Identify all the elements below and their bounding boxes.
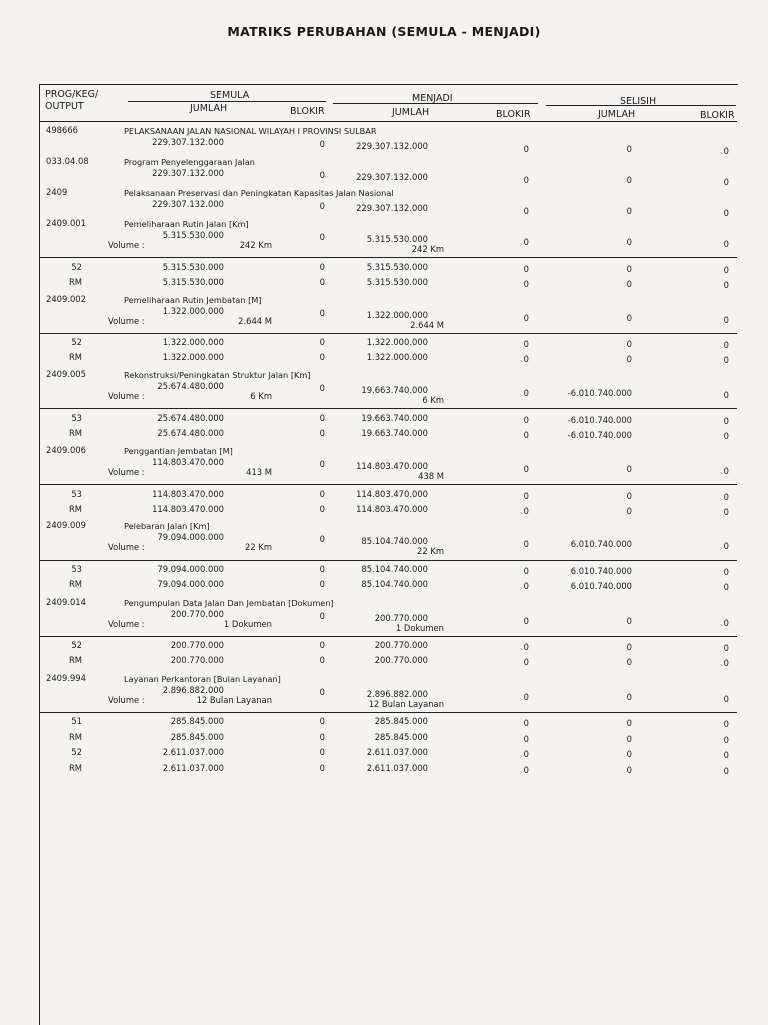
selisih-blokir: 0 xyxy=(723,239,729,249)
semula-jumlah: 200.770.000 xyxy=(170,655,224,665)
selisih-blokir: 0 xyxy=(723,766,729,776)
volume-semula: 413 M xyxy=(246,467,272,477)
menjadi-jumlah: 5.315.530.000 xyxy=(366,234,428,244)
selisih-blokir: 0 xyxy=(723,177,729,187)
menjadi-blokir: 0 xyxy=(523,642,529,652)
selisih-blokir: 0 xyxy=(723,146,729,156)
semula-blokir: 0 xyxy=(319,687,325,697)
selisih-blokir: 0 xyxy=(723,355,729,365)
menjadi-jumlah: 85.104.740.000 xyxy=(361,536,428,546)
row-account: 52 xyxy=(71,747,82,757)
selisih-blokir: 0 xyxy=(723,265,729,275)
menjadi-blokir: 0 xyxy=(523,539,529,549)
semula-jumlah: 5.315.530.000 xyxy=(162,277,224,287)
semula-jumlah: 2.611.037.000 xyxy=(162,763,224,773)
menjadi-blokir: 0 xyxy=(523,718,529,728)
semula-blokir: 0 xyxy=(319,352,325,362)
row-account: RM xyxy=(68,277,82,287)
volume-menjadi: 6 Km xyxy=(422,395,444,405)
semula-jumlah: 25.674.480.000 xyxy=(157,428,224,438)
selisih-jumlah: 0 xyxy=(626,339,632,349)
selisih-blokir: 0 xyxy=(723,492,729,502)
menjadi-blokir: 0 xyxy=(523,279,529,289)
selisih-blokir: 0 xyxy=(723,280,729,290)
volume-semula: 242 Km xyxy=(239,240,272,250)
menjadi-blokir: 0 xyxy=(523,175,529,185)
selisih-blokir: 0 xyxy=(723,541,729,551)
selisih-jumlah: -6.010.740.000 xyxy=(567,430,632,440)
selisih-jumlah: 0 xyxy=(626,354,632,364)
row-code: 033.04.08 xyxy=(46,156,89,166)
semula-blokir: 0 xyxy=(319,747,325,757)
selisih-jumlah: 0 xyxy=(626,718,632,728)
row-account: 52 xyxy=(71,337,82,347)
row-description: Rekonstruksi/Peningkatan Struktur Jalan [Km] xyxy=(124,370,311,380)
selisih-jumlah: 0 xyxy=(626,264,632,274)
row-account: RM xyxy=(68,352,82,362)
selisih-jumlah: 6.010.740.000 xyxy=(570,539,632,549)
selisih-jumlah: 0 xyxy=(626,642,632,652)
row-description: Pelaksanaan Preservasi dan Peningkatan Kapasitas Jalan Nasional xyxy=(124,188,394,198)
semula-blokir: 0 xyxy=(319,383,325,393)
semula-blokir: 0 xyxy=(319,308,325,318)
semula-blokir: 0 xyxy=(319,413,325,423)
volume-label: Volume : xyxy=(108,316,145,326)
menjadi-blokir: 0 xyxy=(523,388,529,398)
row-code: 2409.006 xyxy=(46,445,86,455)
volume-menjadi: 1 Dokumen xyxy=(395,623,444,633)
row-account: 52 xyxy=(71,640,82,650)
row-separator xyxy=(39,408,737,409)
selisih-jumlah: -6.010.740.000 xyxy=(567,388,632,398)
menjadi-jumlah: 229.307.132.000 xyxy=(356,172,428,182)
selisih-jumlah: 0 xyxy=(626,491,632,501)
semula-jumlah: 1.322.000.000 xyxy=(162,306,224,316)
semula-blokir: 0 xyxy=(319,139,325,149)
selisih-blokir: 0 xyxy=(723,750,729,760)
menjadi-blokir: 0 xyxy=(523,581,529,591)
semula-jumlah: 1.322.000.000 xyxy=(162,352,224,362)
menjadi-blokir: 0 xyxy=(523,566,529,576)
semula-blokir: 0 xyxy=(319,579,325,589)
volume-semula: 22 Km xyxy=(245,542,272,552)
menjadi-blokir: 0 xyxy=(523,464,529,474)
header-menjadi-jumlah: JUMLAH xyxy=(392,107,430,118)
semula-blokir: 0 xyxy=(319,170,325,180)
row-separator xyxy=(39,560,737,561)
header-semula-rule xyxy=(128,101,326,102)
menjadi-jumlah: 19.663.740.000 xyxy=(361,428,428,438)
selisih-blokir: 0 xyxy=(723,694,729,704)
selisih-jumlah: 0 xyxy=(626,144,632,154)
semula-jumlah: 5.315.530.000 xyxy=(162,230,224,240)
selisih-blokir: 0 xyxy=(723,208,729,218)
header-selisih: SELISIH xyxy=(620,96,657,107)
semula-jumlah: 285.845.000 xyxy=(170,716,224,726)
semula-jumlah: 79.094.000.000 xyxy=(157,579,224,589)
row-account: RM xyxy=(68,504,82,514)
volume-label: Volume : xyxy=(108,467,145,477)
page-title: MATRIKS PERUBAHAN (SEMULA - MENJADI) xyxy=(227,24,541,39)
selisih-blokir: 0 xyxy=(723,582,729,592)
selisih-blokir: 0 xyxy=(723,719,729,729)
header-menjadi-blokir: BLOKIR xyxy=(496,109,531,120)
semula-blokir: 0 xyxy=(319,732,325,742)
semula-blokir: 0 xyxy=(319,564,325,574)
row-code: 2409.014 xyxy=(46,597,86,607)
menjadi-jumlah: 114.803.470.000 xyxy=(356,461,428,471)
menjadi-blokir: 0 xyxy=(523,506,529,516)
row-description: Layanan Perkantoran [Bulan Layanan] xyxy=(124,674,281,684)
semula-jumlah: 25.674.480.000 xyxy=(157,413,224,423)
row-account: 53 xyxy=(71,413,82,423)
row-description: Program Penyelenggaraan Jalan xyxy=(124,157,255,167)
row-account: RM xyxy=(68,763,82,773)
semula-blokir: 0 xyxy=(319,504,325,514)
volume-menjadi: 12 Bulan Layanan xyxy=(368,699,444,709)
row-description: PELAKSANAAN JALAN NASIONAL WILAYAH I PROVINSI SULBAR xyxy=(124,126,377,136)
semula-blokir: 0 xyxy=(319,428,325,438)
menjadi-jumlah: 285.845.000 xyxy=(374,732,428,742)
header-selisih-blokir: BLOKIR xyxy=(700,110,735,121)
selisih-jumlah: 0 xyxy=(626,206,632,216)
menjadi-blokir: 0 xyxy=(523,144,529,154)
selisih-jumlah: 0 xyxy=(626,464,632,474)
semula-blokir: 0 xyxy=(319,655,325,665)
menjadi-jumlah: 5.315.530.000 xyxy=(366,277,428,287)
volume-menjadi: 438 M xyxy=(418,471,444,481)
menjadi-jumlah: 1.322.000.000 xyxy=(366,352,428,362)
semula-jumlah: 285.845.000 xyxy=(170,732,224,742)
menjadi-jumlah: 85.104.740.000 xyxy=(361,564,428,574)
row-description: Penggantian Jembatan [M] xyxy=(124,446,233,456)
selisih-jumlah: 0 xyxy=(626,506,632,516)
selisih-blokir: 0 xyxy=(723,390,729,400)
selisih-jumlah: 0 xyxy=(626,692,632,702)
menjadi-blokir: 0 xyxy=(523,692,529,702)
row-separator xyxy=(39,333,737,334)
row-account: 51 xyxy=(71,716,82,726)
menjadi-jumlah: 19.663.740.000 xyxy=(361,385,428,395)
semula-blokir: 0 xyxy=(319,640,325,650)
semula-blokir: 0 xyxy=(319,534,325,544)
semula-blokir: 0 xyxy=(319,489,325,499)
row-code: 2409.994 xyxy=(46,673,86,683)
semula-blokir: 0 xyxy=(319,232,325,242)
selisih-jumlah: 0 xyxy=(626,657,632,667)
selisih-blokir: 0 xyxy=(723,315,729,325)
menjadi-jumlah: 114.803.470.000 xyxy=(356,504,428,514)
semula-jumlah: 1.322.000.000 xyxy=(162,337,224,347)
selisih-blokir: 0 xyxy=(723,658,729,668)
selisih-jumlah: 0 xyxy=(626,749,632,759)
semula-jumlah: 114.803.470.000 xyxy=(152,489,224,499)
row-description: Pelebaran Jalan [Km] xyxy=(124,521,210,531)
row-code: 2409.002 xyxy=(46,294,86,304)
menjadi-jumlah: 285.845.000 xyxy=(374,716,428,726)
row-separator xyxy=(39,712,737,713)
header-semula-blokir: BLOKIR xyxy=(290,106,325,117)
menjadi-blokir: 0 xyxy=(523,354,529,364)
menjadi-jumlah: 229.307.132.000 xyxy=(356,141,428,151)
header-selisih-rule xyxy=(546,105,736,106)
selisih-jumlah: 6.010.740.000 xyxy=(570,566,632,576)
menjadi-blokir: 0 xyxy=(523,430,529,440)
semula-blokir: 0 xyxy=(319,262,325,272)
header-menjadi: MENJADI xyxy=(412,93,453,104)
volume-menjadi: 242 Km xyxy=(411,244,444,254)
semula-jumlah: 229.307.132.000 xyxy=(152,137,224,147)
semula-jumlah: 229.307.132.000 xyxy=(152,199,224,209)
row-separator xyxy=(39,484,737,485)
menjadi-blokir: 0 xyxy=(523,415,529,425)
menjadi-blokir: 0 xyxy=(523,765,529,775)
row-account: RM xyxy=(68,732,82,742)
volume-semula: 12 Bulan Layanan xyxy=(196,695,272,705)
menjadi-blokir: 0 xyxy=(523,491,529,501)
semula-jumlah: 79.094.000.000 xyxy=(157,564,224,574)
menjadi-jumlah: 229.307.132.000 xyxy=(356,203,428,213)
row-account: 53 xyxy=(71,489,82,499)
menjadi-blokir: 0 xyxy=(523,749,529,759)
selisih-jumlah: 0 xyxy=(626,175,632,185)
menjadi-blokir: 0 xyxy=(523,313,529,323)
semula-blokir: 0 xyxy=(319,763,325,773)
selisih-blokir: 0 xyxy=(723,643,729,653)
selisih-jumlah: 0 xyxy=(626,765,632,775)
header-prog-line1: PROG/KEG/ xyxy=(45,89,99,100)
row-separator xyxy=(39,257,737,258)
semula-jumlah: 2.611.037.000 xyxy=(162,747,224,757)
menjadi-jumlah: 2.896.882.000 xyxy=(366,689,428,699)
volume-label: Volume : xyxy=(108,619,145,629)
semula-jumlah: 114.803.470.000 xyxy=(152,457,224,467)
row-code: 498666 xyxy=(46,125,78,135)
row-code: 2409 xyxy=(46,187,68,197)
semula-jumlah: 114.803.470.000 xyxy=(152,504,224,514)
volume-label: Volume : xyxy=(108,542,145,552)
row-separator xyxy=(39,636,737,637)
menjadi-jumlah: 19.663.740.000 xyxy=(361,413,428,423)
selisih-blokir: 0 xyxy=(723,567,729,577)
selisih-blokir: 0 xyxy=(723,735,729,745)
row-account: 52 xyxy=(71,262,82,272)
selisih-blokir: 0 xyxy=(723,466,729,476)
row-code: 2409.001 xyxy=(46,218,86,228)
selisih-jumlah: 0 xyxy=(626,279,632,289)
menjadi-blokir: 0 xyxy=(523,616,529,626)
row-account: RM xyxy=(68,655,82,665)
menjadi-blokir: 0 xyxy=(523,264,529,274)
volume-semula: 6 Km xyxy=(250,391,272,401)
volume-semula: 2.644 M xyxy=(238,316,272,326)
row-account: RM xyxy=(68,428,82,438)
semula-jumlah: 79.094.000.000 xyxy=(157,532,224,542)
semula-blokir: 0 xyxy=(319,337,325,347)
selisih-jumlah: 0 xyxy=(626,313,632,323)
volume-label: Volume : xyxy=(108,391,145,401)
semula-blokir: 0 xyxy=(319,611,325,621)
semula-jumlah: 2.896.882.000 xyxy=(162,685,224,695)
semula-blokir: 0 xyxy=(319,459,325,469)
semula-jumlah: 229.307.132.000 xyxy=(152,168,224,178)
selisih-jumlah: 6.010.740.000 xyxy=(570,581,632,591)
menjadi-blokir: 0 xyxy=(523,339,529,349)
volume-menjadi: 22 Km xyxy=(417,546,444,556)
row-description: Pengumpulan Data Jalan Dan Jembatan [Dokumen] xyxy=(124,598,334,608)
row-description: Pemeliharaan Rutin Jembatan [M] xyxy=(124,295,262,305)
semula-blokir: 0 xyxy=(319,716,325,726)
semula-blokir: 0 xyxy=(319,277,325,287)
selisih-jumlah: 0 xyxy=(626,237,632,247)
semula-jumlah: 25.674.480.000 xyxy=(157,381,224,391)
selisih-jumlah: 0 xyxy=(626,734,632,744)
header-semula-jumlah: JUMLAH xyxy=(190,103,228,114)
menjadi-jumlah: 2.611.037.000 xyxy=(366,763,428,773)
row-code: 2409.005 xyxy=(46,369,86,379)
menjadi-blokir: 0 xyxy=(523,734,529,744)
semula-jumlah: 5.315.530.000 xyxy=(162,262,224,272)
menjadi-jumlah: 2.611.037.000 xyxy=(366,747,428,757)
menjadi-jumlah: 1.322.000.000 xyxy=(366,310,428,320)
row-account: 53 xyxy=(71,564,82,574)
selisih-blokir: 0 xyxy=(723,618,729,628)
volume-label: Volume : xyxy=(108,695,145,705)
menjadi-jumlah: 114.803.470.000 xyxy=(356,489,428,499)
header-semula: SEMULA xyxy=(210,90,250,101)
menjadi-jumlah: 200.770.000 xyxy=(374,655,428,665)
semula-jumlah: 200.770.000 xyxy=(170,609,224,619)
selisih-blokir: 0 xyxy=(723,340,729,350)
header-menjadi-rule xyxy=(333,103,538,104)
menjadi-blokir: 0 xyxy=(523,657,529,667)
menjadi-blokir: 0 xyxy=(523,206,529,216)
semula-jumlah: 200.770.000 xyxy=(170,640,224,650)
selisih-jumlah: 0 xyxy=(626,616,632,626)
semula-blokir: 0 xyxy=(319,201,325,211)
menjadi-blokir: 0 xyxy=(523,237,529,247)
selisih-blokir: 0 xyxy=(723,507,729,517)
menjadi-jumlah: 200.770.000 xyxy=(374,640,428,650)
menjadi-jumlah: 5.315.530.000 xyxy=(366,262,428,272)
row-account: RM xyxy=(68,579,82,589)
selisih-jumlah: -6.010.740.000 xyxy=(567,415,632,425)
selisih-blokir: 0 xyxy=(723,416,729,426)
menjadi-jumlah: 1.322.000.000 xyxy=(366,337,428,347)
row-description: Pemeliharaan Rutin Jalan [Km] xyxy=(124,219,249,229)
menjadi-jumlah: 200.770.000 xyxy=(374,613,428,623)
menjadi-jumlah: 85.104.740.000 xyxy=(361,579,428,589)
volume-semula: 1 Dokumen xyxy=(223,619,272,629)
row-code: 2409.009 xyxy=(46,520,86,530)
volume-menjadi: 2.644 M xyxy=(410,320,444,330)
header-prog-line2: OUTPUT xyxy=(45,101,84,112)
header-bottom-rule xyxy=(39,121,737,122)
selisih-blokir: 0 xyxy=(723,431,729,441)
volume-label: Volume : xyxy=(108,240,145,250)
header-selisih-jumlah: JUMLAH xyxy=(598,109,636,120)
